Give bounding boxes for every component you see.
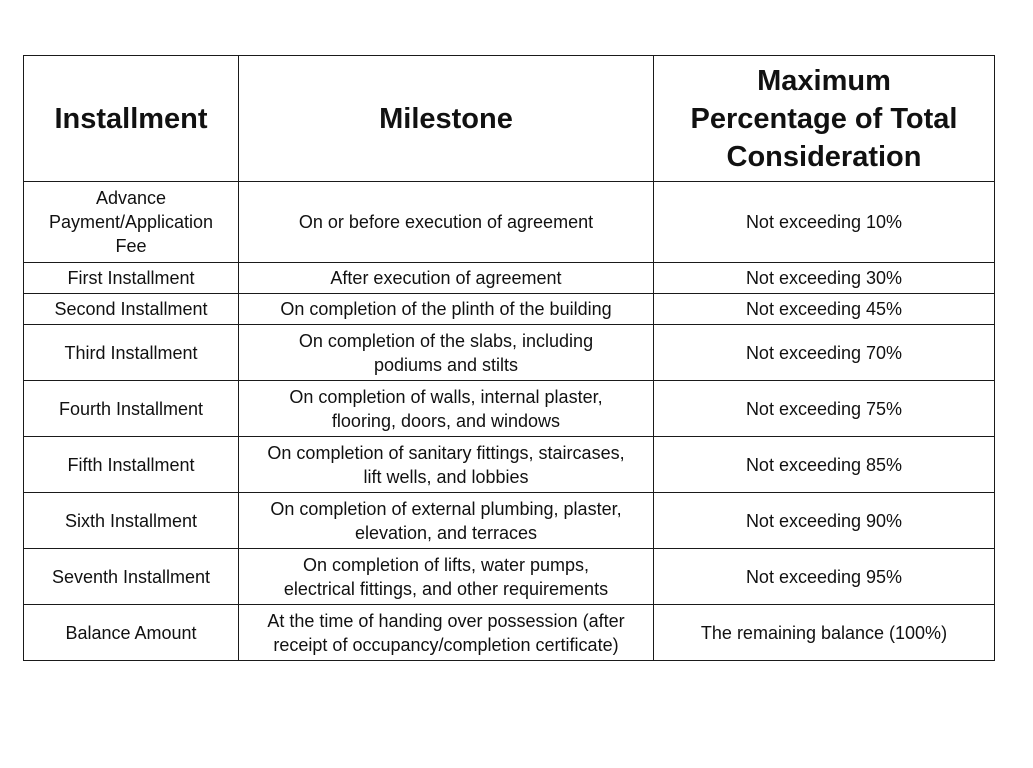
installment-cell: Second Installment	[24, 294, 239, 325]
percentage-cell: Not exceeding 10%	[654, 182, 995, 263]
milestone-cell: On completion of lifts, water pumps, electrical fittings, and other requirements	[239, 549, 654, 605]
milestone-cell: On or before execution of agreement	[239, 182, 654, 263]
percentage-cell: Not exceeding 70%	[654, 325, 995, 381]
table-row	[24, 549, 995, 605]
percentage-cell: Not exceeding 75%	[654, 381, 995, 437]
header-milestone: Milestone	[239, 56, 654, 182]
installment-cell: Balance Amount	[24, 605, 239, 661]
installment-cell: Fourth Installment	[24, 381, 239, 437]
payment-schedule-table	[23, 55, 995, 661]
header-percentage: Maximum Percentage of Total Consideration	[654, 56, 995, 182]
percentage-cell: Not exceeding 90%	[654, 493, 995, 549]
milestone-cell: After execution of agreement	[239, 263, 654, 294]
milestone-cell: On completion of sanitary fittings, staircases, lift wells, and lobbies	[239, 437, 654, 493]
installment-cell: Sixth Installment	[24, 493, 239, 549]
table-row	[24, 182, 995, 263]
percentage-cell: The remaining balance (100%)	[654, 605, 995, 661]
table-row	[24, 605, 995, 661]
milestone-cell: On completion of walls, internal plaster, flooring, doors, and windows	[239, 381, 654, 437]
milestone-cell: On completion of the plinth of the building	[239, 294, 654, 325]
installment-cell: Seventh Installment	[24, 549, 239, 605]
installment-cell: Advance Payment/Application Fee	[24, 182, 239, 263]
percentage-cell: Not exceeding 95%	[654, 549, 995, 605]
installment-cell: First Installment	[24, 263, 239, 294]
table-row	[24, 325, 995, 381]
installment-cell: Third Installment	[24, 325, 239, 381]
milestone-cell: On completion of the slabs, including podiums and stilts	[239, 325, 654, 381]
table-row	[24, 493, 995, 549]
table-row	[24, 263, 995, 294]
header-row	[24, 56, 995, 182]
percentage-cell: Not exceeding 30%	[654, 263, 995, 294]
installment-cell: Fifth Installment	[24, 437, 239, 493]
table-row	[24, 294, 995, 325]
table-row	[24, 437, 995, 493]
header-installment: Installment	[24, 56, 239, 182]
percentage-cell: Not exceeding 85%	[654, 437, 995, 493]
percentage-cell: Not exceeding 45%	[654, 294, 995, 325]
milestone-cell: At the time of handing over possession (after receipt of occupancy/completion certificate)	[239, 605, 654, 661]
milestone-cell: On completion of external plumbing, plaster, elevation, and terraces	[239, 493, 654, 549]
table-row	[24, 381, 995, 437]
